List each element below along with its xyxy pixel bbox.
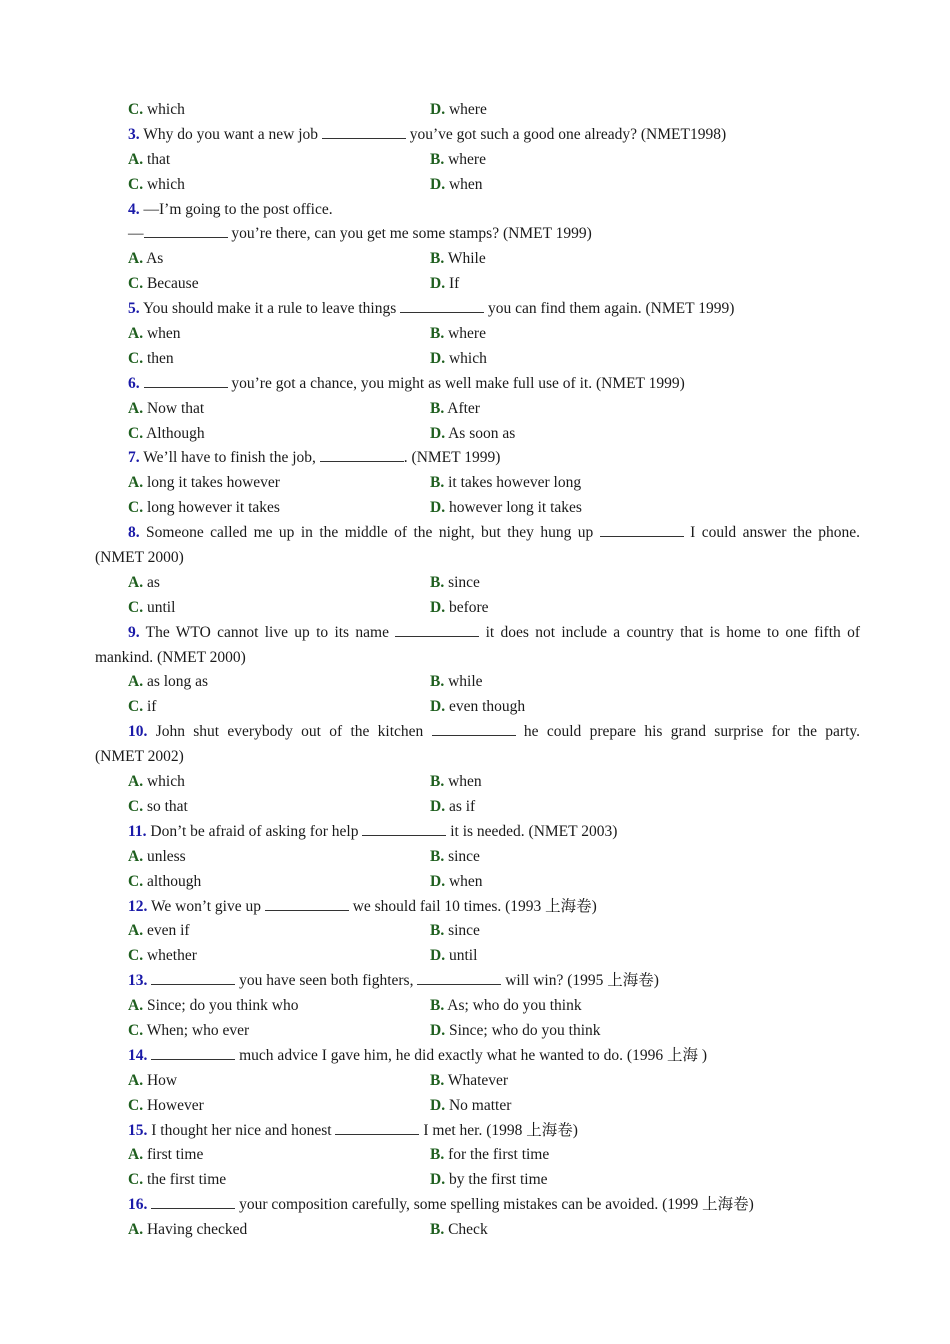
q8-options-ab [0,571,950,596]
q9-option-a[interactable]: A. as long as [128,673,209,691]
q3-options-cd [0,173,950,198]
q9-options-cd [0,695,950,720]
q10-stem-continued: (NMET 2002) [95,748,184,766]
q3-blank[interactable] [322,124,406,139]
q13-option-b[interactable]: B. As; who do you think [430,997,582,1015]
q10-option-b[interactable]: B. when [430,773,482,791]
q8-options-cd [0,596,950,621]
q7-option-a[interactable]: A. long it takes however [128,474,280,492]
q13-option-a[interactable]: A. Since; do you think who [128,997,299,1015]
q4-option-a[interactable]: A. As [128,250,164,268]
q11-option-d[interactable]: D. when [430,872,483,890]
q15-blank[interactable] [335,1120,419,1135]
q9-option-c[interactable]: C. if [128,698,157,716]
q6-option-b[interactable]: B. After [430,399,480,417]
q9-options-ab [0,670,950,695]
q10-option-c[interactable]: C. so that [128,797,188,815]
q13-blank-2[interactable] [417,970,501,985]
q13-option-d[interactable]: D. Since; who do you think [430,1021,601,1039]
q6-options-ab [0,397,950,422]
q12-options-cd [0,944,950,969]
q11-stem: 11. Don’t be afraid of asking for help it is needed. (NMET 2003) [128,822,618,840]
q12-option-c[interactable]: C. whether [128,947,197,965]
q3-option-d[interactable]: D. when [430,175,483,193]
q16-options-ab [0,1218,950,1243]
q16-stem: 16. your composition carefully, some spelling mistakes can be avoided. (1999 上海卷) [128,1196,754,1214]
q13-stem: 13. you have seen both fighters, will win? (1995 上海卷) [128,972,659,990]
q2-option-c[interactable]: C. which [128,101,185,118]
q8-option-a[interactable]: A. as [128,573,160,591]
q4-option-d[interactable]: D. If [430,275,460,293]
q6-stem: 6. you’re got a chance, you might as well make full use of it. (NMET 1999) [128,374,685,392]
q14-option-b[interactable]: B. Whatever [430,1071,509,1089]
q8-option-d[interactable]: D. before [430,598,489,616]
q9-stem: 9. The WTO cannot live up to its name it does not include a country that is home to one fifth of [128,623,860,641]
q4-options-ab [0,247,950,272]
q11-option-c[interactable]: C. although [128,872,202,890]
q6-options-cd [0,422,950,447]
q5-options-ab [0,322,950,347]
q14-stem: 14. much advice I gave him, he did exactly what he wanted to do. (1996 上海 ) [128,1046,708,1064]
q10-blank[interactable] [432,721,516,736]
q3-option-a[interactable]: A. that [128,150,171,168]
q11-option-a[interactable]: A. unless [128,847,186,865]
q7-option-b[interactable]: B. it takes however long [430,474,582,492]
q9-stem-continued: mankind. (NMET 2000) [95,648,246,666]
q3-stem: 3. Why do you want a new job you’ve got such a good one already? (NMET1998) [128,125,727,143]
q8-option-c[interactable]: C. until [128,598,176,616]
q3-options-ab [0,148,950,173]
q7-option-d[interactable]: D. however long it takes [430,499,582,517]
q2-option-d[interactable]: D. where [430,101,487,118]
q7-options-ab [0,471,950,496]
q12-blank[interactable] [265,896,349,911]
q14-option-d[interactable]: D. No matter [430,1096,512,1114]
q8-stem: 8. Someone called me up in the middle of the night, but they hung up I could answer the phone. [128,524,860,542]
q5-options-cd [0,347,950,372]
q11-options-cd [0,870,950,895]
q8-blank[interactable] [600,522,684,537]
q14-options-ab [0,1069,950,1094]
q5-option-b[interactable]: B. where [430,325,486,343]
q11-options-ab [0,845,950,870]
q14-option-a[interactable]: A. How [128,1071,178,1089]
q3-option-c[interactable]: C. which [128,175,185,193]
q7-options-cd [0,496,950,521]
q7-option-c[interactable]: C. long however it takes [128,499,280,517]
q14-option-c[interactable]: C. However [128,1096,204,1114]
q5-option-a[interactable]: A. when [128,325,181,343]
q7-stem: 7. We’ll have to finish the job, . (NMET 1999) [128,449,501,467]
q2-options-cd [0,98,950,123]
q15-option-a[interactable]: A. first time [128,1146,204,1164]
q15-option-c[interactable]: C. the first time [128,1171,227,1189]
q6-option-c[interactable]: C. Although [128,424,205,442]
q10-option-d[interactable]: D. as if [430,797,476,815]
q13-option-c[interactable]: C. When; who ever [128,1021,250,1039]
q6-option-a[interactable]: A. Now that [128,399,205,417]
q4-option-c[interactable]: C. Because [128,275,199,293]
q13-options-ab [0,994,950,1019]
q16-option-a[interactable]: A. Having checked [128,1221,248,1239]
q15-options-ab [0,1143,950,1168]
q12-option-a[interactable]: A. even if [128,922,190,940]
q15-stem: 15. I thought her nice and honest I met her. (1998 上海卷) [128,1121,578,1139]
q4-stem-line1: 4. —I’m going to the post office. [128,200,333,218]
q12-options-ab [0,919,950,944]
q12-option-b[interactable]: B. since [430,922,480,940]
q10-options-ab [0,770,950,795]
q15-options-cd [0,1168,950,1193]
q7-blank[interactable] [320,447,404,462]
q10-option-a[interactable]: A. which [128,773,185,791]
q10-options-cd [0,795,950,820]
q9-blank[interactable] [395,622,479,637]
q13-blank-1[interactable] [151,970,235,985]
q11-option-b[interactable]: B. since [430,847,480,865]
q4-option-b[interactable]: B. While [430,250,486,268]
q13-options-cd [0,1019,950,1044]
q10-stem: 10. John shut everybody out of the kitchen he could prepare his grand surprise for the party. [128,723,861,741]
q16-option-b[interactable]: B. Check [430,1221,488,1239]
q16-blank[interactable] [151,1194,235,1209]
q4-options-cd [0,272,950,297]
q9-option-d[interactable]: D. even though [430,698,526,716]
exercise-page [0,98,950,1243]
q14-blank[interactable] [151,1045,235,1060]
q14-options-cd [0,1094,950,1119]
q12-stem: 12. We won’t give up we should fail 10 times. (1993 上海卷) [128,897,597,915]
q6-option-d[interactable]: D. As soon as [430,424,516,442]
q12-option-d[interactable]: D. until [430,947,478,965]
q4-stem-line2: — you’re there, can you get me some stamps? (NMET 1999) [128,225,592,243]
q15-option-d[interactable]: D. by the first time [430,1171,548,1189]
q5-option-c[interactable]: C. then [128,349,174,367]
q8-stem-continued: (NMET 2000) [95,549,184,567]
q5-stem: 5. You should make it a rule to leave things you can find them again. (NMET 1999) [128,300,735,318]
q11-blank[interactable] [362,821,446,836]
q9-option-b[interactable]: B. while [430,673,483,691]
q6-blank[interactable] [144,373,228,388]
q5-blank[interactable] [400,298,484,313]
q5-option-d[interactable]: D. which [430,349,487,367]
q4-blank[interactable] [144,223,228,238]
q8-option-b[interactable]: B. since [430,573,480,591]
q15-option-b[interactable]: B. for the first time [430,1146,550,1164]
q3-option-b[interactable]: B. where [430,150,486,168]
